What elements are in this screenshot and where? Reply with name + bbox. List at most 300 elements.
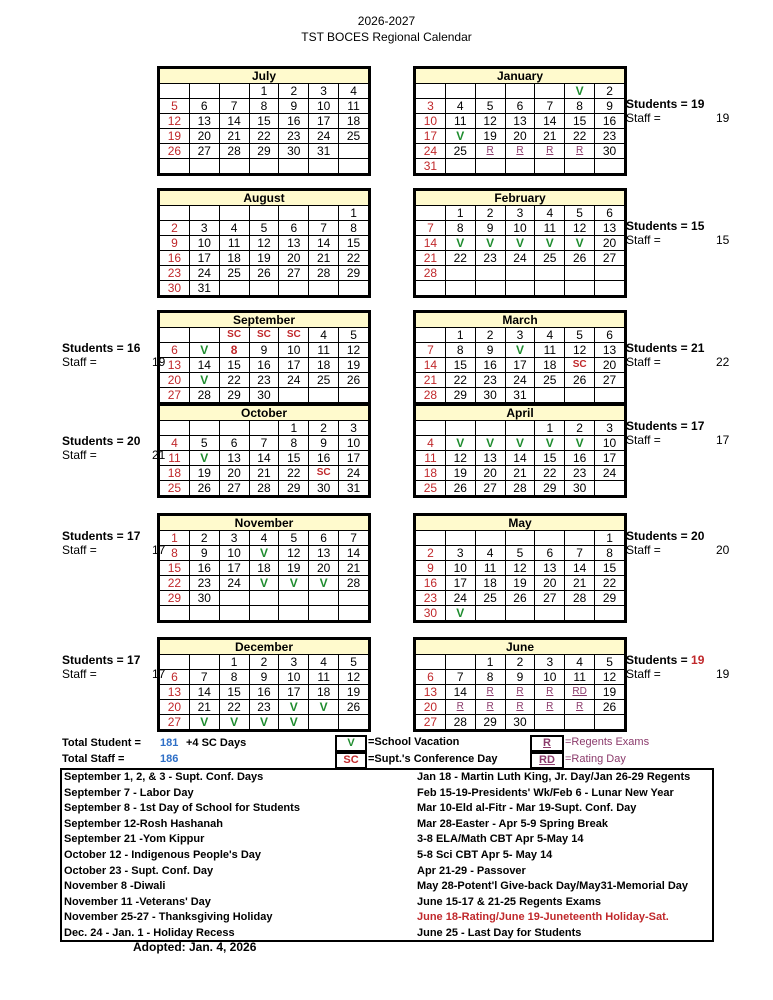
day-cell	[219, 421, 249, 436]
day-cell: 16	[249, 358, 279, 373]
day-cell: 5	[565, 206, 595, 221]
day-cell: 16	[249, 685, 279, 700]
day-cell: 4	[309, 655, 339, 670]
day-cell	[339, 715, 369, 730]
day-cell: 20	[416, 700, 446, 715]
day-cell	[339, 388, 369, 403]
day-cell: V	[565, 84, 595, 99]
day-cell: 5	[595, 655, 625, 670]
day-cell	[416, 281, 446, 296]
day-cell	[189, 328, 219, 343]
day-cell: 15	[249, 114, 279, 129]
day-cell: 17	[309, 114, 339, 129]
day-cell: 14	[189, 685, 219, 700]
day-cell: 6	[595, 206, 625, 221]
day-cell: 24	[505, 251, 535, 266]
day-cell: 14	[416, 358, 446, 373]
day-cell: 8	[475, 670, 505, 685]
day-cell: 12	[505, 561, 535, 576]
day-cell	[416, 655, 446, 670]
day-cell: 28	[505, 481, 535, 496]
day-cell: 13	[279, 236, 309, 251]
day-cell: SC	[249, 328, 279, 343]
day-cell: 12	[160, 114, 190, 129]
day-cell: 21	[416, 373, 446, 388]
legend-vacation-box: V	[335, 735, 367, 752]
day-cell	[505, 159, 535, 174]
month-name: April	[416, 406, 625, 421]
day-cell: 4	[475, 546, 505, 561]
day-cell: 27	[160, 715, 190, 730]
day-cell: 3	[416, 99, 446, 114]
day-cell: 8	[445, 343, 475, 358]
day-cell: V	[249, 576, 279, 591]
legend-vacation-text: =School Vacation	[368, 736, 460, 748]
day-cell: 3	[309, 84, 339, 99]
day-cell: 5	[160, 99, 190, 114]
month-december	[157, 637, 371, 732]
day-cell: 24	[189, 266, 219, 281]
day-cell: V	[565, 436, 595, 451]
day-cell: 21	[535, 129, 565, 144]
day-cell	[219, 606, 249, 621]
day-cell: 28	[565, 591, 595, 606]
day-cell: 25	[445, 144, 475, 159]
day-cell: V	[505, 436, 535, 451]
note-line: Mar 10-Eld al-Fitr - Mar 19-Supt. Conf. Day	[417, 802, 637, 815]
day-cell: R	[475, 700, 505, 715]
day-cell	[565, 715, 595, 730]
month-name: February	[416, 191, 625, 206]
day-cell: 18	[160, 466, 190, 481]
day-cell	[249, 606, 279, 621]
day-cell: V	[535, 436, 565, 451]
day-cell: 28	[219, 144, 249, 159]
day-cell: 14	[535, 114, 565, 129]
day-cell: 6	[219, 436, 249, 451]
day-cell: 5	[339, 655, 369, 670]
day-cell: 18	[339, 114, 369, 129]
day-cell	[445, 266, 475, 281]
day-cell	[595, 266, 625, 281]
stats-september: Students = 16 Staff = 19	[62, 341, 166, 369]
day-cell: V	[249, 715, 279, 730]
day-cell: 7	[445, 670, 475, 685]
day-cell: 3	[505, 328, 535, 343]
day-cell: 18	[416, 466, 446, 481]
day-cell: V	[189, 373, 219, 388]
day-cell: 20	[309, 561, 339, 576]
legend-rating-text: =Rating Day	[565, 753, 626, 765]
day-cell: 16	[309, 451, 339, 466]
day-cell: 4	[535, 206, 565, 221]
day-cell: SC	[565, 358, 595, 373]
day-cell: 2	[160, 221, 190, 236]
day-cell: 16	[565, 451, 595, 466]
day-cell: R	[535, 144, 565, 159]
total-student-row: Total Student = 181 +4 SC Days	[62, 737, 247, 749]
day-cell	[445, 531, 475, 546]
day-cell: 21	[189, 700, 219, 715]
day-cell	[416, 84, 446, 99]
day-cell: 24	[445, 591, 475, 606]
notes-box	[60, 768, 714, 942]
note-line: Feb 15-19-Presidents' Wk/Feb 6 - Lunar New Year	[417, 786, 674, 799]
day-cell: 26	[505, 591, 535, 606]
day-cell: 19	[339, 685, 369, 700]
day-cell: 10	[339, 436, 369, 451]
day-cell: 31	[189, 281, 219, 296]
month-may	[413, 513, 627, 623]
day-cell	[416, 421, 446, 436]
day-cell: 30	[279, 144, 309, 159]
day-cell: 30	[309, 481, 339, 496]
note-line: September 21 -Yom Kippur	[64, 833, 205, 846]
day-cell	[445, 655, 475, 670]
month-grid	[159, 312, 369, 403]
day-cell: 3	[505, 206, 535, 221]
day-cell	[505, 421, 535, 436]
day-cell: 10	[595, 436, 625, 451]
day-cell: 6	[309, 531, 339, 546]
day-cell: 4	[339, 84, 369, 99]
month-grid	[415, 639, 625, 730]
day-cell: V	[505, 236, 535, 251]
day-cell: 20	[189, 129, 219, 144]
day-cell: 1	[595, 531, 625, 546]
day-cell: R	[535, 685, 565, 700]
day-cell: 19	[595, 685, 625, 700]
day-cell: R	[475, 144, 505, 159]
day-cell: 11	[535, 343, 565, 358]
day-cell: 20	[160, 373, 190, 388]
day-cell: 14	[445, 685, 475, 700]
note-line: Dec. 24 - Jan. 1 - Holiday Recess	[64, 926, 235, 939]
day-cell: 4	[219, 221, 249, 236]
legend-rating-box: RD	[530, 752, 564, 769]
day-cell: 11	[445, 114, 475, 129]
day-cell	[189, 206, 219, 221]
day-cell	[505, 266, 535, 281]
day-cell: 17	[279, 685, 309, 700]
day-cell: V	[189, 451, 219, 466]
day-cell: 22	[219, 700, 249, 715]
day-cell: 9	[309, 436, 339, 451]
month-grid	[415, 312, 625, 403]
day-cell	[445, 84, 475, 99]
day-cell: 14	[339, 546, 369, 561]
day-cell: 16	[160, 251, 190, 266]
day-cell: 6	[160, 670, 190, 685]
day-cell: 11	[309, 343, 339, 358]
day-cell: 9	[279, 99, 309, 114]
day-cell: 21	[219, 129, 249, 144]
day-cell: 30	[160, 281, 190, 296]
day-cell: 24	[279, 373, 309, 388]
day-cell: 10	[535, 670, 565, 685]
day-cell: 19	[160, 129, 190, 144]
day-cell: 28	[189, 388, 219, 403]
day-cell: 23	[595, 129, 625, 144]
day-cell	[339, 606, 369, 621]
day-cell: 14	[565, 561, 595, 576]
month-name: July	[160, 69, 369, 84]
day-cell: 19	[249, 251, 279, 266]
day-cell: 12	[249, 236, 279, 251]
day-cell	[339, 159, 369, 174]
calendar-year: 2026-2027	[357, 14, 416, 28]
day-cell: 19	[339, 358, 369, 373]
day-cell	[535, 84, 565, 99]
day-cell: 10	[189, 236, 219, 251]
day-cell: 4	[535, 328, 565, 343]
day-cell: 9	[249, 343, 279, 358]
day-cell: V	[475, 436, 505, 451]
month-grid	[159, 639, 369, 730]
note-line: 3-8 ELA/Math CBT Apr 5-May 14	[417, 833, 584, 846]
note-line: September 8 - 1st Day of School for Students	[64, 802, 300, 815]
day-cell: 1	[445, 206, 475, 221]
day-cell: 23	[565, 466, 595, 481]
day-cell: 12	[339, 343, 369, 358]
month-name: November	[160, 516, 369, 531]
day-cell: 1	[339, 206, 369, 221]
day-cell	[595, 281, 625, 296]
day-cell	[595, 481, 625, 496]
day-cell: 4	[160, 436, 190, 451]
day-cell	[309, 159, 339, 174]
day-cell: 22	[160, 576, 190, 591]
day-cell: 20	[535, 576, 565, 591]
note-line: October 23 - Supt. Conf. Day	[64, 864, 214, 877]
note-line: September 1, 2, & 3 - Supt. Conf. Days	[64, 771, 264, 783]
day-cell: 13	[189, 114, 219, 129]
day-cell: 19	[475, 129, 505, 144]
day-cell: 24	[309, 129, 339, 144]
day-cell	[309, 206, 339, 221]
day-cell: 17	[595, 451, 625, 466]
day-cell: 1	[219, 655, 249, 670]
note-line: November 8 -Diwali	[64, 880, 166, 893]
day-cell: 21	[339, 561, 369, 576]
day-cell: R	[565, 144, 595, 159]
day-cell: V	[309, 576, 339, 591]
month-october	[157, 403, 371, 498]
note-line: 5-8 Sci CBT Apr 5- May 14	[417, 848, 553, 861]
day-cell: 23	[475, 373, 505, 388]
day-cell: 24	[219, 576, 249, 591]
day-cell: 14	[189, 358, 219, 373]
day-cell	[505, 84, 535, 99]
month-january	[413, 66, 627, 176]
day-cell: 22	[219, 373, 249, 388]
day-cell	[565, 159, 595, 174]
day-cell	[160, 84, 190, 99]
day-cell: 12	[445, 451, 475, 466]
adopted-date: Adopted: Jan. 4, 2026	[133, 940, 257, 954]
day-cell: 22	[445, 251, 475, 266]
day-cell	[160, 606, 190, 621]
day-cell: 8	[279, 436, 309, 451]
day-cell: R	[505, 144, 535, 159]
day-cell: 27	[595, 373, 625, 388]
day-cell: 3	[279, 655, 309, 670]
day-cell: 6	[595, 328, 625, 343]
day-cell: 10	[416, 114, 446, 129]
day-cell: 22	[595, 576, 625, 591]
stats-november: Students = 17 Staff = 17	[62, 529, 166, 557]
legend-sc-text: =Supt.'s Conference Day	[368, 753, 498, 765]
day-cell: 26	[339, 700, 369, 715]
note-line: June 25 - Last Day for Students	[417, 926, 582, 939]
note-line: November 11 -Veterans' Day	[64, 895, 211, 908]
day-cell: 29	[475, 715, 505, 730]
day-cell: 2	[279, 84, 309, 99]
note-line: June 18-Rating/June 19-Juneteenth Holiday-Sat.	[417, 911, 669, 924]
day-cell: 28	[416, 388, 446, 403]
day-cell: 25	[219, 266, 249, 281]
day-cell: 8	[445, 221, 475, 236]
day-cell: 4	[416, 436, 446, 451]
day-cell: 14	[219, 114, 249, 129]
day-cell: 13	[309, 546, 339, 561]
day-cell: 9	[595, 99, 625, 114]
day-cell: 3	[595, 421, 625, 436]
day-cell: 20	[595, 358, 625, 373]
note-line: November 25-27 - Thanksgiving Holiday	[64, 911, 273, 924]
day-cell: 12	[475, 114, 505, 129]
note-line: September 12-Rosh Hashanah	[64, 817, 223, 830]
day-cell: 22	[445, 373, 475, 388]
day-cell: 6	[416, 670, 446, 685]
day-cell: V	[309, 700, 339, 715]
day-cell: 24	[339, 466, 369, 481]
day-cell: 5	[475, 99, 505, 114]
day-cell: 19	[279, 561, 309, 576]
day-cell: 4	[249, 531, 279, 546]
day-cell: R	[445, 700, 475, 715]
day-cell: 11	[160, 451, 190, 466]
day-cell: 27	[219, 481, 249, 496]
day-cell: 5	[189, 436, 219, 451]
day-cell: 16	[189, 561, 219, 576]
day-cell	[535, 159, 565, 174]
notes-left-column	[64, 770, 300, 942]
day-cell: 11	[339, 99, 369, 114]
day-cell: 11	[219, 236, 249, 251]
day-cell	[535, 715, 565, 730]
day-cell: 23	[249, 373, 279, 388]
day-cell: 10	[279, 670, 309, 685]
day-cell: V	[189, 343, 219, 358]
day-cell	[160, 159, 190, 174]
day-cell: 10	[505, 221, 535, 236]
month-grid	[159, 190, 369, 296]
day-cell	[309, 715, 339, 730]
day-cell: 26	[249, 266, 279, 281]
day-cell: R	[565, 700, 595, 715]
month-february	[413, 188, 627, 298]
day-cell: 15	[279, 451, 309, 466]
day-cell: 23	[279, 129, 309, 144]
day-cell: V	[535, 236, 565, 251]
day-cell: 10	[445, 561, 475, 576]
day-cell: 19	[445, 466, 475, 481]
day-cell: 13	[535, 561, 565, 576]
notes-right-column	[417, 770, 690, 942]
day-cell	[475, 266, 505, 281]
day-cell	[475, 281, 505, 296]
day-cell: 2	[249, 655, 279, 670]
day-cell: 7	[249, 436, 279, 451]
day-cell: 6	[189, 99, 219, 114]
day-cell: 3	[339, 421, 369, 436]
day-cell: 3	[219, 531, 249, 546]
day-cell: 30	[565, 481, 595, 496]
day-cell: 21	[309, 251, 339, 266]
day-cell: 28	[416, 266, 446, 281]
day-cell: 9	[416, 561, 446, 576]
day-cell: 9	[475, 221, 505, 236]
day-cell: 10	[219, 546, 249, 561]
day-cell: 15	[339, 236, 369, 251]
day-cell	[595, 715, 625, 730]
month-grid	[159, 405, 369, 496]
day-cell: V	[445, 236, 475, 251]
day-cell: 7	[416, 221, 446, 236]
day-cell: 14	[505, 451, 535, 466]
month-name: December	[160, 640, 369, 655]
day-cell: 31	[309, 144, 339, 159]
note-line: October 12 - Indigenous People's Day	[64, 848, 261, 861]
day-cell: 2	[475, 328, 505, 343]
day-cell: R	[475, 685, 505, 700]
day-cell: 1	[249, 84, 279, 99]
day-cell: 30	[475, 388, 505, 403]
day-cell	[309, 281, 339, 296]
day-cell: 25	[535, 251, 565, 266]
day-cell	[249, 206, 279, 221]
day-cell: 8	[160, 546, 190, 561]
day-cell: 28	[339, 576, 369, 591]
day-cell	[535, 531, 565, 546]
day-cell: 3	[189, 221, 219, 236]
day-cell: 23	[475, 251, 505, 266]
day-cell: 13	[219, 451, 249, 466]
day-cell	[445, 421, 475, 436]
day-cell: 15	[160, 561, 190, 576]
day-cell: 18	[219, 251, 249, 266]
day-cell: 30	[249, 388, 279, 403]
day-cell: 8	[339, 221, 369, 236]
day-cell: 4	[565, 655, 595, 670]
day-cell: 25	[339, 129, 369, 144]
day-cell: 12	[279, 546, 309, 561]
day-cell	[535, 606, 565, 621]
day-cell: 31	[416, 159, 446, 174]
day-cell: 21	[565, 576, 595, 591]
day-cell: 2	[475, 206, 505, 221]
day-cell	[189, 655, 219, 670]
day-cell: 26	[565, 373, 595, 388]
day-cell: 11	[535, 221, 565, 236]
month-june	[413, 637, 627, 732]
day-cell: 29	[445, 388, 475, 403]
day-cell: 2	[416, 546, 446, 561]
day-cell	[219, 591, 249, 606]
month-grid	[415, 405, 625, 496]
day-cell: 21	[416, 251, 446, 266]
